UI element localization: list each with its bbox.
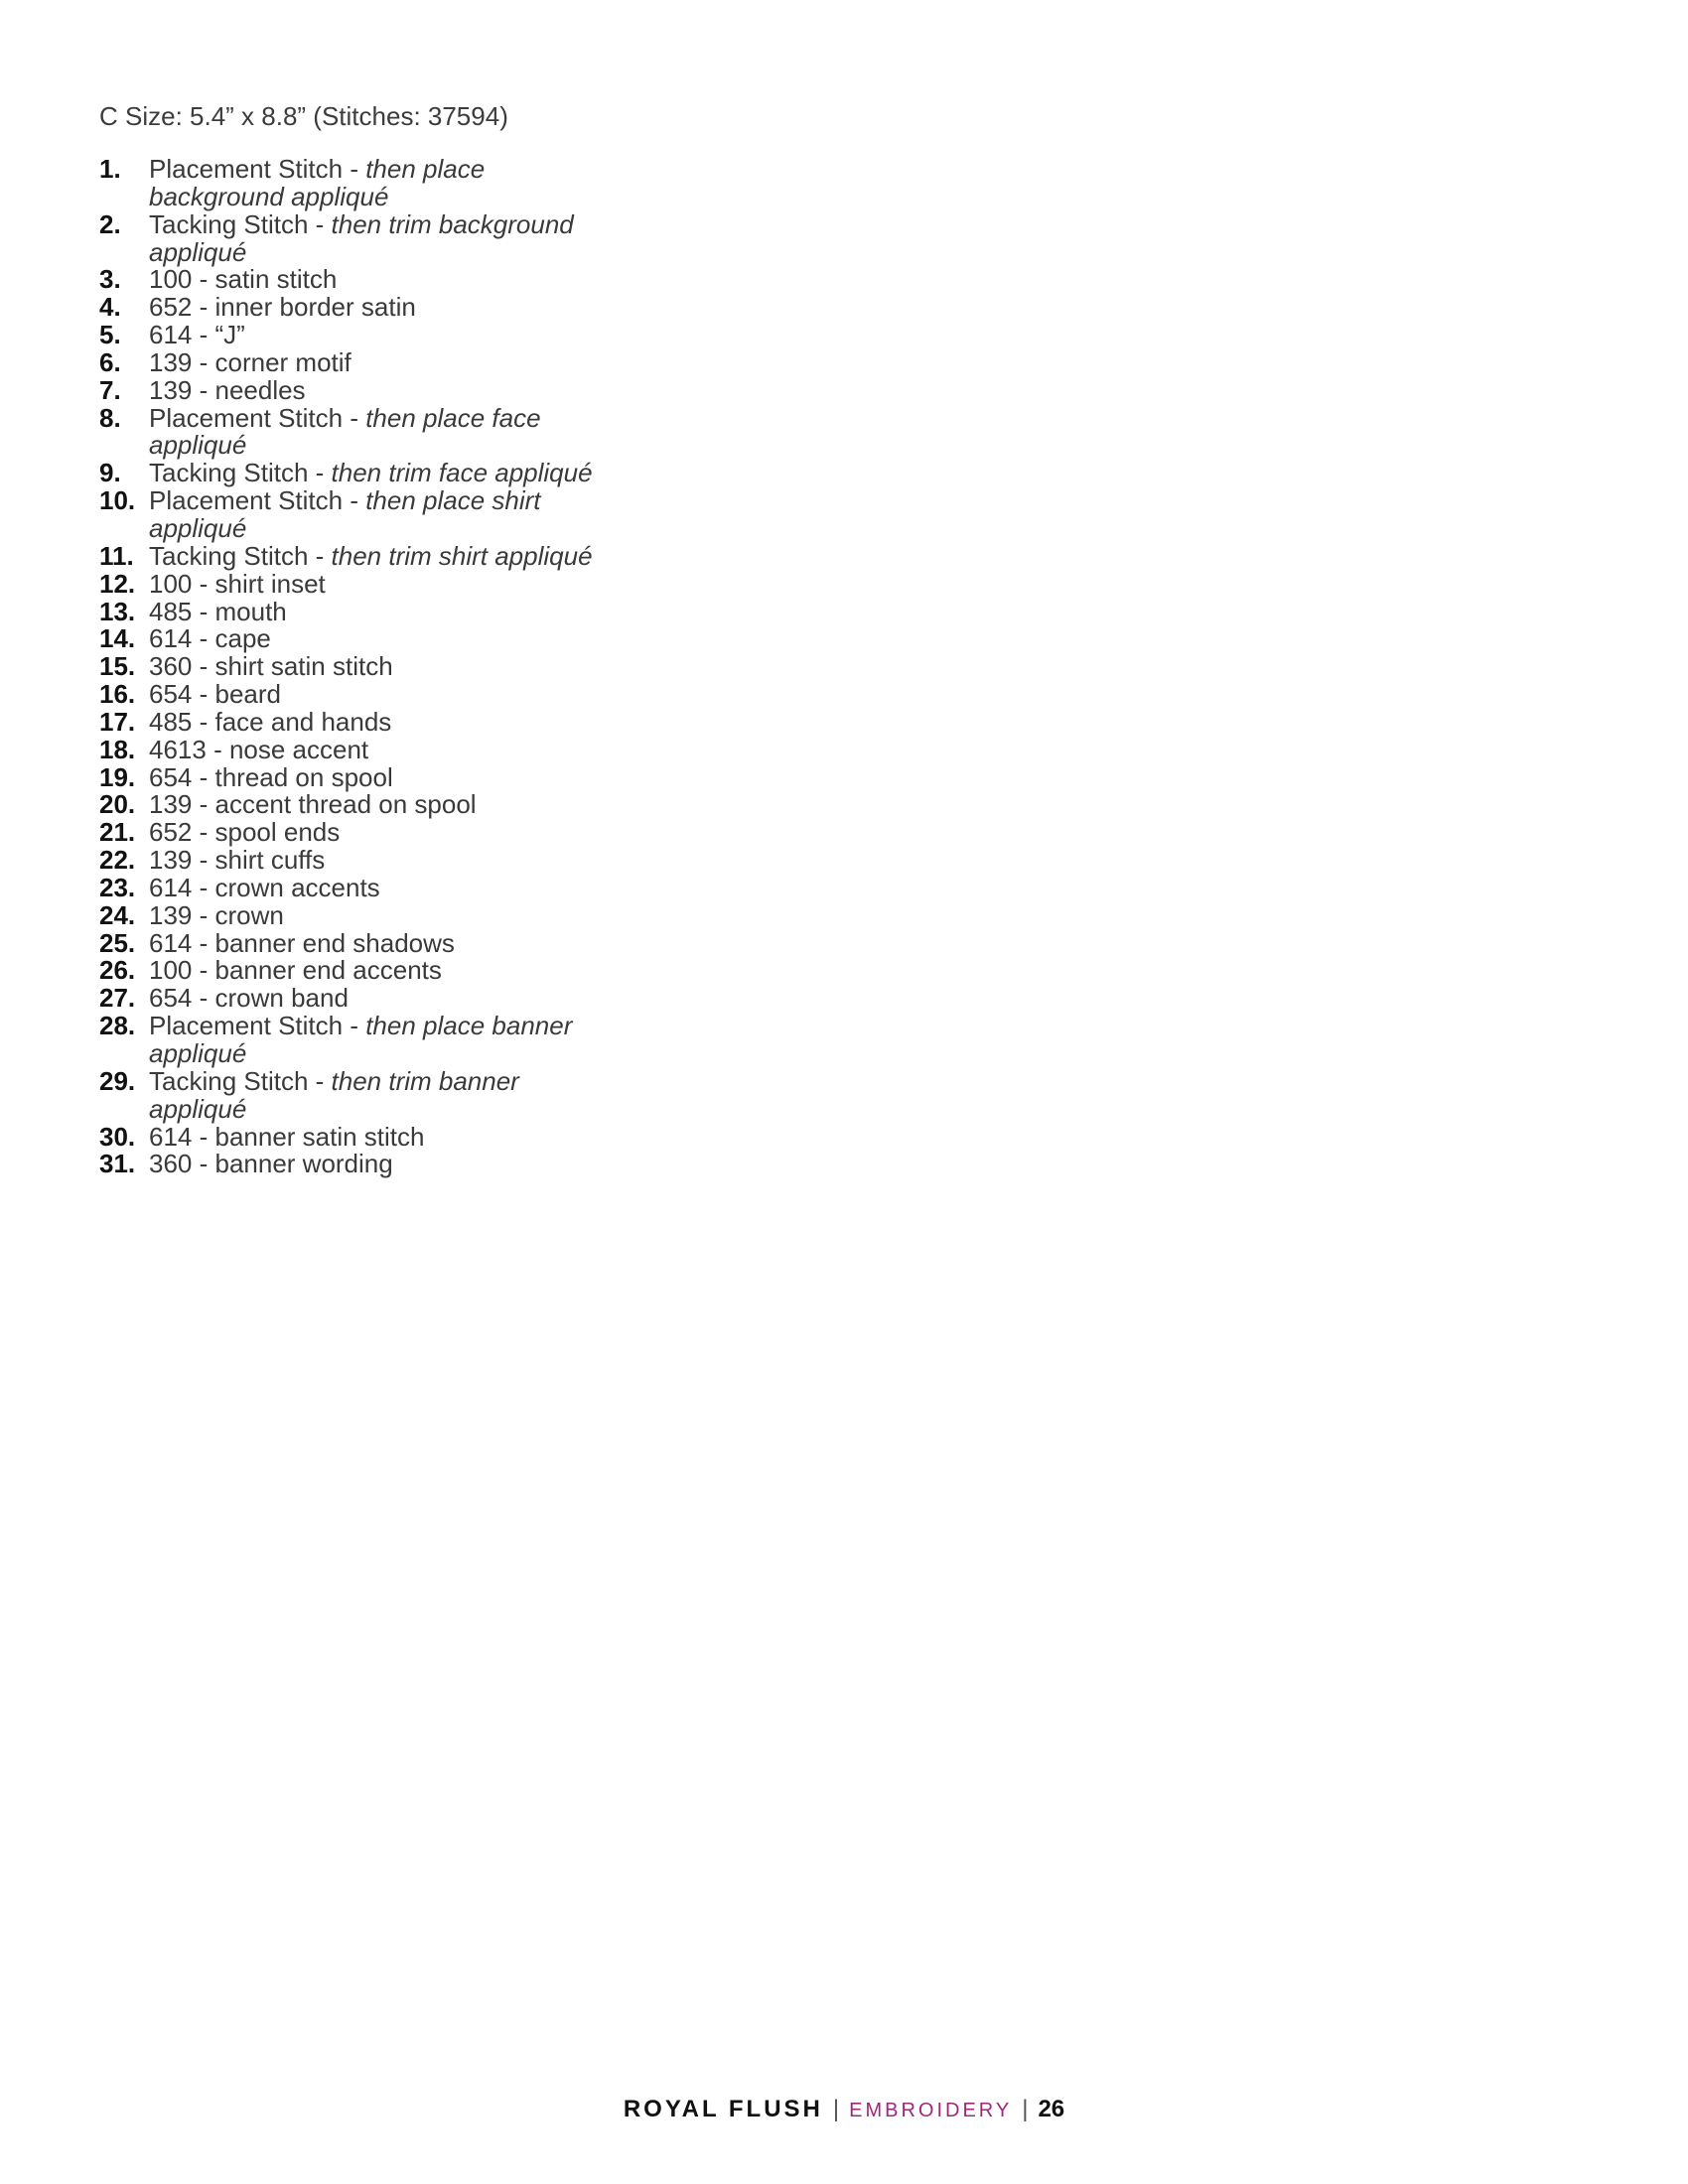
step-text (149, 374, 616, 405)
stitch-step (99, 460, 616, 487)
stitch-step (99, 346, 616, 377)
stitch-step (99, 734, 616, 764)
step-main-text: 360 - shirt satin stitch (149, 651, 393, 682)
step-text (149, 761, 616, 792)
stitch-step (99, 1013, 616, 1068)
page-footer (0, 2093, 1688, 2127)
step-text (149, 847, 616, 875)
step-main-text: 139 - corner motif (149, 346, 352, 377)
stitch-step (99, 872, 616, 902)
stitch-step (99, 1151, 616, 1178)
step-instruction-note: then place banner appliqué (149, 1011, 573, 1068)
stitch-step (99, 540, 616, 571)
step-main-text: Placement Stitch - (149, 402, 366, 433)
step-number: 5. (99, 320, 121, 350)
step-number: 6. (99, 346, 121, 377)
step-number: 13. (99, 596, 136, 626)
stitch-step (99, 374, 616, 405)
step-text (149, 791, 616, 819)
step-number: 8. (99, 402, 121, 433)
step-text (149, 706, 616, 737)
step-main-text: Tacking Stitch - (149, 1065, 332, 1096)
step-text (149, 927, 616, 958)
step-number: 17. (99, 706, 136, 737)
stitch-step (99, 1065, 616, 1124)
step-main-text: 139 - accent thread on spool (149, 789, 477, 820)
size-line: C Size: 5.4” x 8.8” (Stitches: 37594) (99, 101, 508, 131)
step-text (149, 1013, 616, 1068)
step-main-text: 100 - shirt inset (149, 568, 326, 599)
step-number: 7. (99, 374, 121, 405)
step-main-text: Placement Stitch - (149, 485, 366, 516)
stitch-step (99, 957, 616, 985)
step-main-text: 100 - satin stitch (149, 264, 338, 295)
step-main-text: Placement Stitch - (149, 1011, 366, 1041)
stitch-step (99, 653, 616, 681)
stitch-step (99, 847, 616, 875)
step-instruction-note: then place shirt appliqué (149, 485, 541, 543)
step-number: 20. (99, 789, 136, 820)
stitch-step (99, 266, 616, 294)
step-main-text: 360 - banner wording (149, 1149, 393, 1179)
step-instruction-note: then place face appliqué (149, 402, 541, 461)
step-number: 22. (99, 845, 136, 876)
step-text (149, 156, 616, 211)
step-main-text: 654 - thread on spool (149, 761, 393, 792)
stitch-step (99, 706, 616, 737)
step-text (149, 1151, 616, 1178)
footer-section: EMBROIDERY (849, 2100, 1013, 2121)
step-number: 27. (99, 983, 136, 1014)
stitch-step (99, 985, 616, 1013)
step-text (149, 402, 616, 461)
stitch-step (99, 294, 616, 322)
step-number: 24. (99, 899, 136, 930)
page-number: 26 (1038, 2096, 1065, 2122)
step-text (149, 568, 616, 599)
step-number: 23. (99, 872, 136, 902)
step-main-text: Placement Stitch - (149, 154, 366, 184)
step-number: 28. (99, 1011, 136, 1041)
step-number: 31. (99, 1149, 136, 1179)
step-main-text: 614 - banner end shadows (149, 927, 455, 958)
step-number: 29. (99, 1065, 136, 1096)
stitch-step (99, 761, 616, 792)
step-main-text: 654 - crown band (149, 983, 349, 1014)
step-text (149, 1121, 616, 1152)
step-number: 16. (99, 679, 136, 710)
stitch-step (99, 791, 616, 819)
step-text (149, 872, 616, 902)
step-main-text: Tacking Stitch - (149, 458, 332, 488)
step-text (149, 596, 616, 626)
step-main-text: 614 - banner satin stitch (149, 1121, 425, 1152)
step-number: 21. (99, 817, 136, 848)
step-main-text: 485 - mouth (149, 596, 287, 626)
stitch-steps-list (99, 156, 616, 1178)
step-number: 1. (99, 154, 121, 184)
step-text (149, 294, 616, 322)
step-text (149, 346, 616, 377)
stitch-step (99, 487, 616, 543)
stitch-step (99, 899, 616, 930)
step-text (149, 625, 616, 653)
step-number: 26. (99, 955, 136, 986)
stitch-step (99, 1121, 616, 1152)
footer-separator: | (832, 2096, 840, 2122)
step-main-text: 139 - crown (149, 899, 284, 930)
step-text (149, 460, 616, 487)
step-text (149, 653, 616, 681)
step-main-text: 652 - inner border satin (149, 292, 416, 323)
step-main-text: 652 - spool ends (149, 817, 341, 848)
step-text (149, 957, 616, 985)
step-number: 4. (99, 292, 121, 323)
step-instruction-note: then trim banner appliqué (149, 1065, 519, 1124)
step-number: 9. (99, 458, 121, 488)
step-number: 12. (99, 568, 136, 599)
step-text (149, 322, 616, 349)
step-text (149, 985, 616, 1013)
step-instruction-note: then trim background appliqué (149, 208, 574, 267)
step-number: 15. (99, 651, 136, 682)
step-text (149, 734, 616, 764)
step-main-text: 139 - needles (149, 374, 306, 405)
step-main-text: Tacking Stitch - (149, 540, 332, 571)
step-main-text: 4613 - nose accent (149, 734, 369, 764)
footer-separator: | (1022, 2096, 1029, 2122)
step-text (149, 899, 616, 930)
step-text (149, 819, 616, 847)
step-number: 25. (99, 927, 136, 958)
step-text (149, 487, 616, 543)
step-text (149, 208, 616, 267)
step-main-text: 139 - shirt cuffs (149, 845, 326, 876)
step-text (149, 1065, 616, 1124)
step-instruction-note: then trim face appliqué (331, 458, 593, 488)
stitch-step (99, 625, 616, 653)
stitch-step (99, 927, 616, 958)
step-main-text: 614 - cape (149, 623, 271, 654)
step-main-text: 100 - banner end accents (149, 955, 442, 986)
step-number: 14. (99, 623, 136, 654)
step-main-text: Tacking Stitch - (149, 208, 332, 239)
step-number: 30. (99, 1121, 136, 1152)
step-main-text: 614 - crown accents (149, 872, 380, 902)
stitch-step (99, 596, 616, 626)
stitch-step (99, 568, 616, 599)
step-instruction-note: then trim shirt appliqué (331, 540, 593, 571)
step-number: 11. (99, 540, 134, 571)
step-number: 2. (99, 208, 121, 239)
stitch-step (99, 208, 616, 267)
stitch-step (99, 402, 616, 461)
step-number: 10. (99, 485, 136, 516)
step-main-text: 614 - “J” (149, 320, 245, 350)
stitch-step (99, 819, 616, 847)
step-instruction-note: then place background appliqué (149, 154, 486, 211)
step-text (149, 540, 616, 571)
step-main-text: 485 - face and hands (149, 706, 392, 737)
stitch-step (99, 681, 616, 709)
stitch-step (99, 322, 616, 349)
step-number: 3. (99, 264, 121, 295)
footer-brand: ROYAL FLUSH (623, 2096, 823, 2122)
step-number: 18. (99, 734, 136, 764)
step-text (149, 681, 616, 709)
step-text (149, 266, 616, 294)
step-main-text: 654 - beard (149, 679, 281, 710)
stitch-step (99, 156, 616, 211)
step-number: 19. (99, 761, 136, 792)
